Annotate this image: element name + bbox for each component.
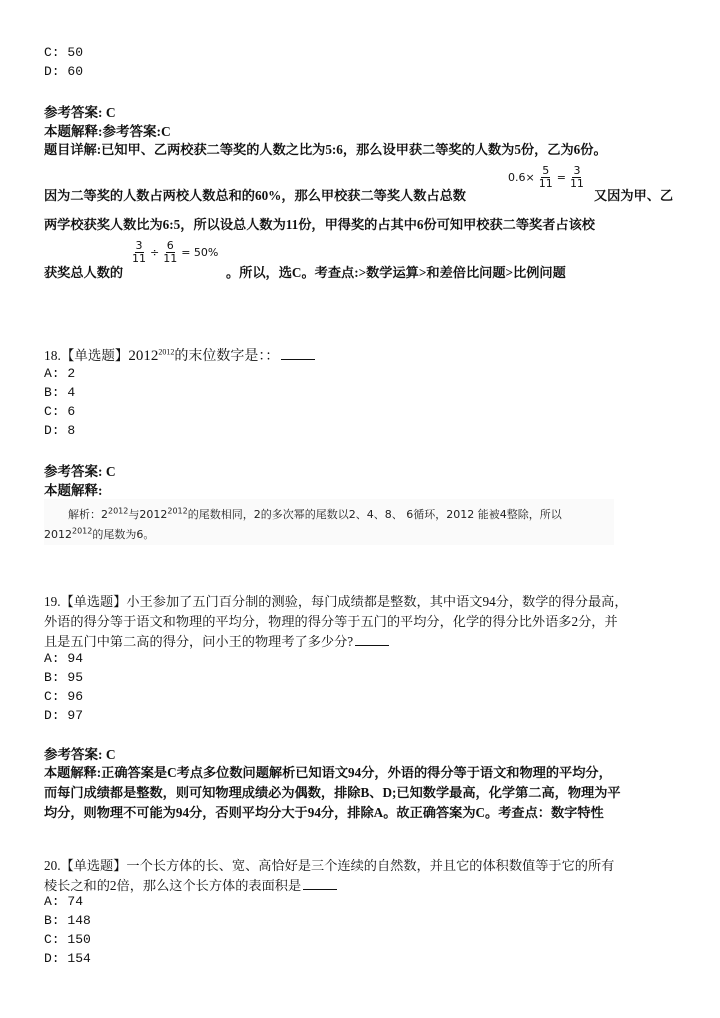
formula-2-op: ÷ xyxy=(150,246,160,260)
option-d: D: 60 xyxy=(44,64,84,79)
formula-2-den-b: 11 xyxy=(163,252,178,265)
q20-stem-2 xyxy=(44,875,337,894)
formula-1-den-a: 11 xyxy=(538,177,553,190)
formula-2-result: = 50% xyxy=(181,246,219,260)
formula-1-den-b: 11 xyxy=(569,177,584,190)
formula-1-eq: = xyxy=(556,171,566,185)
q19-option-a: A: 94 xyxy=(44,651,84,666)
q20-option-b: B: 148 xyxy=(44,913,91,928)
q20-answer-blank xyxy=(303,889,337,890)
formula-2-frac-a xyxy=(132,240,146,265)
q17-detail-4b: 。所以，选C。考查点:>数学运算>和差倍比问题>比例问题 xyxy=(226,265,566,280)
q18-option-d: D: 8 xyxy=(44,423,76,438)
q18-img-b3: 2012 xyxy=(139,508,168,521)
q18-img-a: 解析： xyxy=(68,508,101,521)
q18-img-c2: 的尾数为6。 xyxy=(92,528,155,541)
q19-explain-2: 而每门成绩都是整数，则可知物理成绩必为偶数，排除B、D;已知数学最高，化学第二高，物理为平 xyxy=(44,785,621,800)
q19-explain-3: 均分，则物理不可能为94分，否则平均分大于94分，排除A。故正确答案为C。考查点：数字特性 xyxy=(44,805,604,820)
q17-detail-2b: 又因为甲、乙 xyxy=(594,188,674,203)
formula-1-frac-a xyxy=(539,165,553,190)
q18-option-a: A: 2 xyxy=(44,366,76,381)
q18-img-b1: 2 xyxy=(101,508,108,521)
formula-1-frac-b xyxy=(570,165,584,190)
q20-stem-2-text: 棱长之和的2倍，那么这个长方体的表面积是 xyxy=(44,878,302,893)
q20-option-c: C: 150 xyxy=(44,932,91,947)
formula-1 xyxy=(508,165,584,190)
q19-option-b: B: 95 xyxy=(44,670,84,685)
q18-img-b4: 的尾数相同，2的多次幂的尾数以2、4、8、 6循环，2012 能被4整除，所以 xyxy=(187,508,562,521)
q20-stem-1: 20.【单选题】一个长方体的长、宽、高恰好是三个连续的自然数，并且它的体积数值等于它的所有 xyxy=(44,858,615,873)
q19-answer-blank xyxy=(355,645,389,646)
option-c: C: 50 xyxy=(44,45,84,60)
q18-stem-exp: 2012 xyxy=(158,347,175,357)
formula-2-den-a: 11 xyxy=(132,252,146,265)
formula-1-num-a: 5 xyxy=(542,164,550,177)
q19-explain-1: 本题解释:正确答案是C考点多位数问题解析已知语文94分，外语的得分等于语文和物理的平均分， xyxy=(44,765,612,780)
q17-answer: 参考答案: C xyxy=(44,105,116,120)
q17-detail-4a: 获奖总人数的 xyxy=(44,265,124,280)
q19-stem-2: 外语的得分等于语文和物理的平均分，物理的得分等于五门的平均分，化学的得分比外语多2分，并 xyxy=(44,614,618,629)
formula-2 xyxy=(132,240,218,265)
q18-solution-line-2 xyxy=(44,526,154,542)
q19-option-c: C: 96 xyxy=(44,689,84,704)
q17-detail-3: 两学校获奖人数比为6:5，所以设总人数为11份，甲得奖的占其中6份可知甲校获二等奖者占该校 xyxy=(44,217,595,232)
q18-stem-suffix: ： xyxy=(265,348,279,363)
q18-img-c1e: 2012 xyxy=(72,526,93,536)
q19-answer: 参考答案: C xyxy=(44,747,116,762)
formula-2-num-b: 6 xyxy=(166,239,174,252)
formula-1-coef: 0.6× xyxy=(508,171,535,185)
formula-2-frac-b xyxy=(163,240,177,265)
formula-2-num-a: 3 xyxy=(135,239,143,252)
q18-stem xyxy=(44,344,315,365)
q18-solution-image xyxy=(44,499,614,545)
formula-1-num-b: 3 xyxy=(573,164,581,177)
q17-explain-label: 本题解释:参考答案:C xyxy=(44,124,171,139)
q18-stem-prefix: 18.【单选题】 xyxy=(44,348,129,363)
q19-stem-3-text: 且是五门中第二高的得分，问小王的物理考了多少分? xyxy=(44,634,354,649)
q18-option-c: C: 6 xyxy=(44,404,76,419)
q20-option-d: D: 154 xyxy=(44,951,91,966)
q19-option-d: D: 97 xyxy=(44,708,84,723)
q19-stem-3 xyxy=(44,631,389,650)
q19-stem-1: 19.【单选题】小王参加了五门百分制的测验，每门成绩都是整数，其中语文94分，数学的得分最高， xyxy=(44,594,628,609)
q17-detail-1: 题目详解:已知甲、乙两校获二等奖的人数之比为5:6，那么设甲获二等奖的人数为5份，乙为6份。 xyxy=(44,142,607,157)
q18-img-b3e: 2012 xyxy=(167,506,188,516)
q18-img-b1e: 2012 xyxy=(108,506,129,516)
q18-img-c1: 2012 xyxy=(44,528,72,541)
q18-solution-line-1 xyxy=(68,506,562,522)
q18-answer: 参考答案: C xyxy=(44,464,116,479)
q18-img-b2: 与 xyxy=(128,508,140,521)
q17-detail-2a: 因为二等奖的人数占两校人数总和的60%，那么甲校获二等奖人数占总数 xyxy=(44,188,466,203)
q20-option-a: A: 74 xyxy=(44,894,84,909)
q18-answer-blank xyxy=(281,359,315,360)
q18-option-b: B: 4 xyxy=(44,385,76,400)
q18-explain-label: 本题解释: xyxy=(44,483,103,498)
q18-stem-text: 的末位数字是： xyxy=(174,349,266,364)
q18-stem-base: 2012 xyxy=(128,348,159,364)
